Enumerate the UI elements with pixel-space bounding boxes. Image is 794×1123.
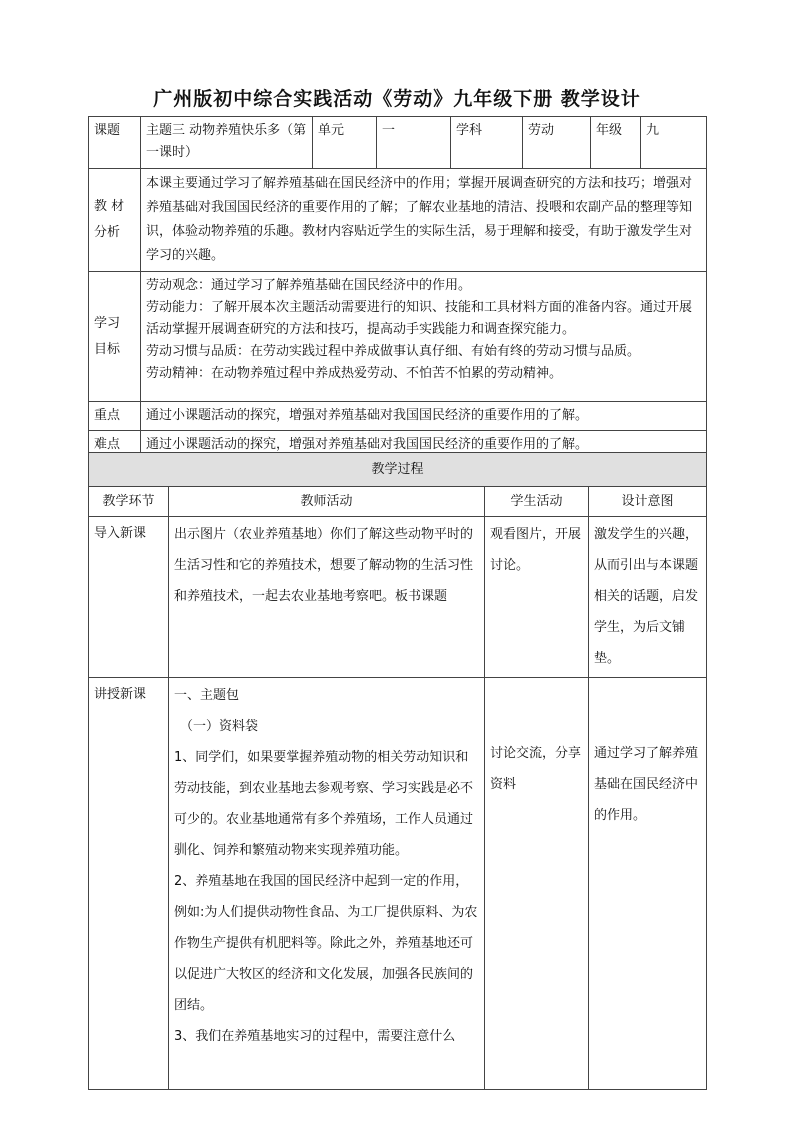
goals-label: 学习 目标 bbox=[89, 272, 141, 402]
teacher-paragraph: 1、同学们，如果要掌握养殖动物的相关劳动知识和劳动技能，到农业基地去参观考察、学习实践是必不可少的。农业基地通常有多个养殖场，工作人员通过驯化、饲养和繁殖动物来实现养殖功能。 bbox=[174, 750, 474, 858]
teacher-paragraph: （一）资料袋 bbox=[180, 719, 259, 734]
key-point-text: 通过小课题活动的探究，增强对养殖基础对我国国民经济的重要作用的了解。 bbox=[141, 402, 707, 431]
subject-value: 劳动 bbox=[523, 117, 591, 169]
stage-cell: 导入新课 bbox=[89, 517, 169, 678]
goal-item: 劳动观念：通过学习了解养殖基础在国民经济中的作用。 bbox=[146, 278, 472, 293]
lesson-info-table bbox=[88, 116, 707, 460]
teacher-activity-cell bbox=[169, 517, 485, 678]
goal-item: 劳动精神：在动物养殖过程中养成热爱劳动、不怕苦不怕累的劳动精神。 bbox=[146, 366, 563, 381]
process-title: 教学过程 bbox=[89, 453, 707, 487]
teaching-process-table bbox=[88, 452, 707, 1090]
topic-label: 课题 bbox=[89, 117, 141, 169]
unit-value: 一 bbox=[377, 117, 451, 169]
header-student: 学生活动 bbox=[485, 487, 589, 517]
difficulty-text: 通过小课题活动的探究，增强对养殖基础对我国国民经济的重要作用的了解。 bbox=[141, 431, 707, 460]
design-intent-cell bbox=[589, 678, 707, 1090]
difficulty-label: 难点 bbox=[89, 431, 141, 460]
teacher-paragraph: 3、我们在养殖基地实习的过程中，需要注意什么 bbox=[174, 1029, 456, 1044]
grade-value: 九 bbox=[641, 117, 707, 169]
goal-item: 劳动能力：了解开展本次主题活动需要进行的知识、技能和工具材料方面的准备内容。通过开展活动掌握开展调查研究的方法和技巧，提高动手实践能力和调查探究能力。 bbox=[146, 300, 693, 337]
page-title: 广州版初中综合实践活动《劳动》九年级下册 教学设计 bbox=[153, 88, 641, 110]
header-intent: 设计意图 bbox=[589, 487, 707, 517]
design-intent-cell: 激发学生的兴趣，从而引出与本课题相关的话题，启发学生，为后文铺垫。 bbox=[589, 517, 707, 678]
student-activity-text: 讨论交流，分享资料 bbox=[490, 746, 582, 792]
subject-label: 学科 bbox=[451, 117, 523, 169]
teacher-paragraph: 一、主题包 bbox=[174, 688, 240, 703]
teacher-paragraph: 出示图片（农业养殖基地）你们了解这些动物平时的生活习性和它的养殖技术，想要了解动物的生活习性和养殖技术，一起去农业基地考察吧。板书课题 bbox=[174, 527, 474, 604]
goal-item: 劳动习惯与品质：在劳动实践过程中养成做事认真仔细、有始有终的劳动习惯与品质。 bbox=[146, 344, 641, 359]
design-intent-text: 通过学习了解养殖基础在国民经济中的作用。 bbox=[594, 746, 699, 823]
key-point-label: 重点 bbox=[89, 402, 141, 431]
teacher-paragraph: 2、养殖基地在我国的国民经济中起到一定的作用，例如:为人们提供动物性食品、为工厂提供原料、为农作物生产提供有机肥料等。除此之外，养殖基地还可以促进广大牧区的经济和文化发展，加强各民族间的团结。 bbox=[174, 874, 478, 1013]
teacher-activity-cell bbox=[169, 678, 485, 1090]
stage-cell: 讲授新课 bbox=[89, 678, 169, 1090]
grade-label: 年级 bbox=[591, 117, 641, 169]
unit-label: 单元 bbox=[313, 117, 377, 169]
analysis-text: 本课主要通过学习了解养殖基础在国民经济中的作用；掌握开展调查研究的方法和技巧；增强对养殖基础对我国国民经济的重要作用的了解；了解农业基地的清洁、投喂和农副产品的整理等知识，体验动物养殖的乐趣。教材内容贴近学生的实际生活，易于理解和接受，有助于激发学生对学习的兴趣。 bbox=[141, 169, 707, 272]
analysis-label: 教 材 分析 bbox=[89, 169, 141, 272]
header-teacher: 教师活动 bbox=[169, 487, 485, 517]
header-stage: 教学环节 bbox=[89, 487, 169, 517]
student-activity-cell: 观看图片，开展讨论。 bbox=[485, 517, 589, 678]
topic-value: 主题三 动物养殖快乐多（第一课时） bbox=[141, 117, 313, 169]
student-activity-cell bbox=[485, 678, 589, 1090]
goals-cell bbox=[141, 272, 707, 402]
